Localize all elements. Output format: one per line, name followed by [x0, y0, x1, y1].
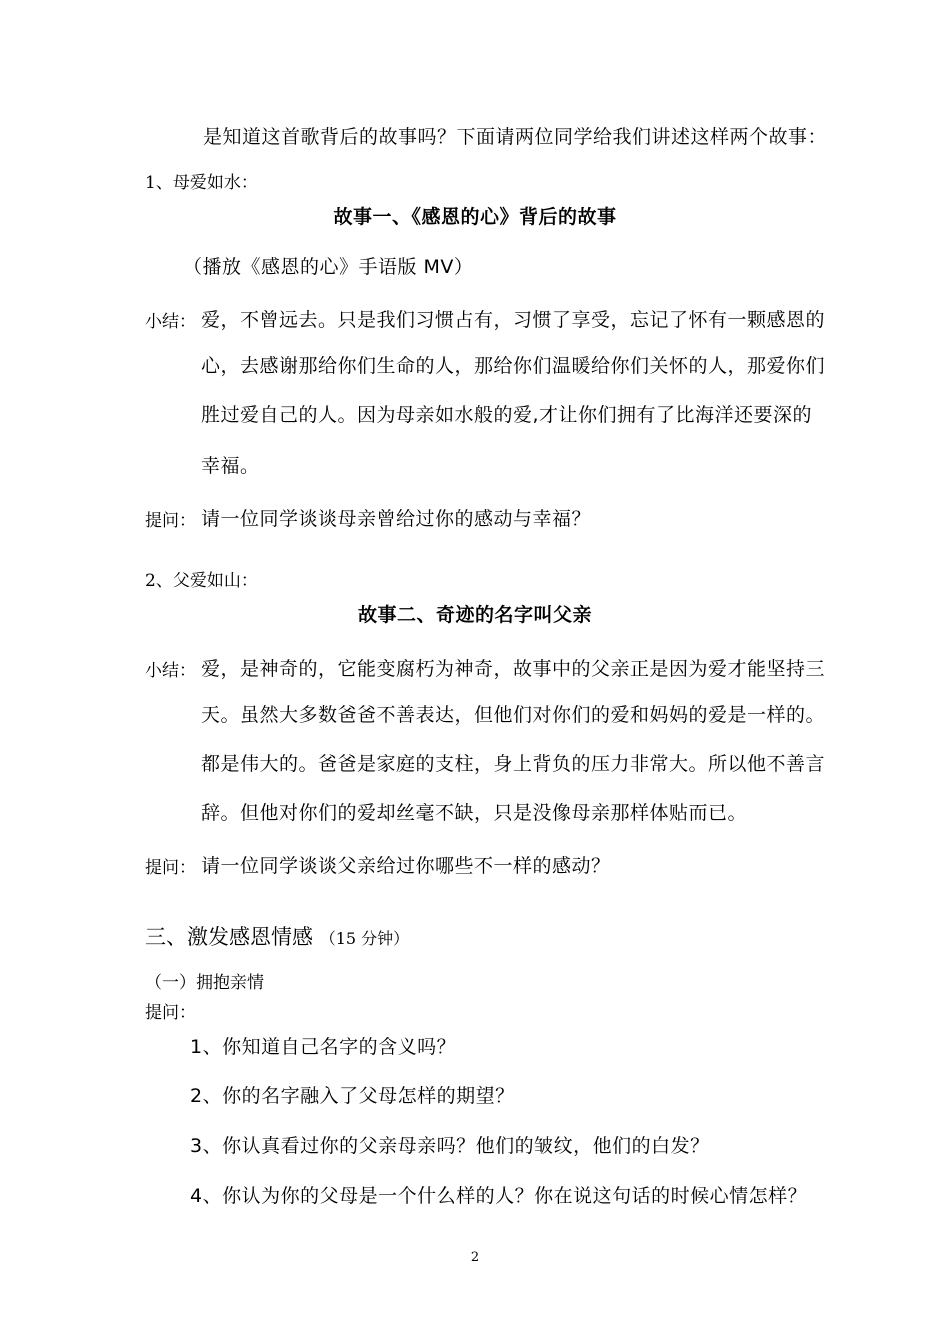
section3-heading	[145, 921, 409, 951]
intro-text: 是知道这首歌背后的故事吗？下面请两位同学给我们讲述这样两个故事：	[203, 126, 828, 148]
summary1-label: 小结：	[145, 312, 196, 332]
summary1-line: 幸福。	[201, 455, 260, 477]
question1-label: 提问：	[145, 511, 196, 531]
section3-title: 三、激发感恩情感	[145, 925, 313, 949]
story1-title: 故事一、《感恩的心》背后的故事	[333, 206, 617, 228]
summary2-line: 天。虽然大多数爸爸不善表达，但他们对你们的爱和妈妈的爱是一样的。	[201, 704, 826, 726]
summary1-line: 爱，不曾远去。只是我们习惯占有，习惯了享受，忘记了怀有一颗感恩的	[201, 309, 826, 331]
part1-heading: 1、母爱如水：	[145, 173, 258, 193]
question-item: 4、你认为你的父母是一个什么样的人？你在说这句话的时候心情怎样？	[190, 1185, 808, 1207]
question2-label: 提问：	[145, 858, 196, 878]
question-item: 2、你的名字融入了父母怎样的期望？	[190, 1085, 515, 1107]
section3-question-label: 提问：	[145, 1003, 196, 1023]
story1-note: （播放《感恩的心》手语版 MV）	[183, 256, 474, 278]
section3-duration: （15 分钟）	[319, 929, 410, 948]
summary1-line: 胜过爱自己的人。因为母亲如水般的爱,才让你们拥有了比海洋还要深的	[201, 404, 813, 426]
section3-subheading: （一）拥抱亲情	[145, 973, 264, 993]
question-item: 1、你知道自己名字的含义吗？	[190, 1036, 457, 1058]
question-item: 3、你认真看过你的父亲母亲吗？他们的皱纹，他们的白发？	[190, 1135, 710, 1157]
question2-text: 请一位同学谈谈父亲给过你哪些不一样的感动？	[201, 855, 611, 877]
part2-heading: 2、父爱如山：	[145, 571, 258, 591]
summary2-line: 辞。但他对你们的爱却丝毫不缺，只是没像母亲那样体贴而已。	[201, 802, 748, 824]
story2-title: 故事二、奇迹的名字叫父亲	[357, 604, 592, 626]
summary2-line: 爱，是神奇的，它能变腐朽为神奇，故事中的父亲正是因为爱才能坚持三	[201, 658, 826, 680]
page-number: 2	[470, 1250, 480, 1265]
summary1-line: 心，去感谢那给你们生命的人，那给你们温暖给你们关怀的人，那爱你们	[201, 355, 826, 377]
summary2-line: 都是伟大的。爸爸是家庭的支柱，身上背负的压力非常大。所以他不善言	[201, 753, 826, 775]
summary2-label: 小结：	[145, 661, 196, 681]
question1-text: 请一位同学谈谈母亲曾给过你的感动与幸福？	[201, 508, 592, 530]
